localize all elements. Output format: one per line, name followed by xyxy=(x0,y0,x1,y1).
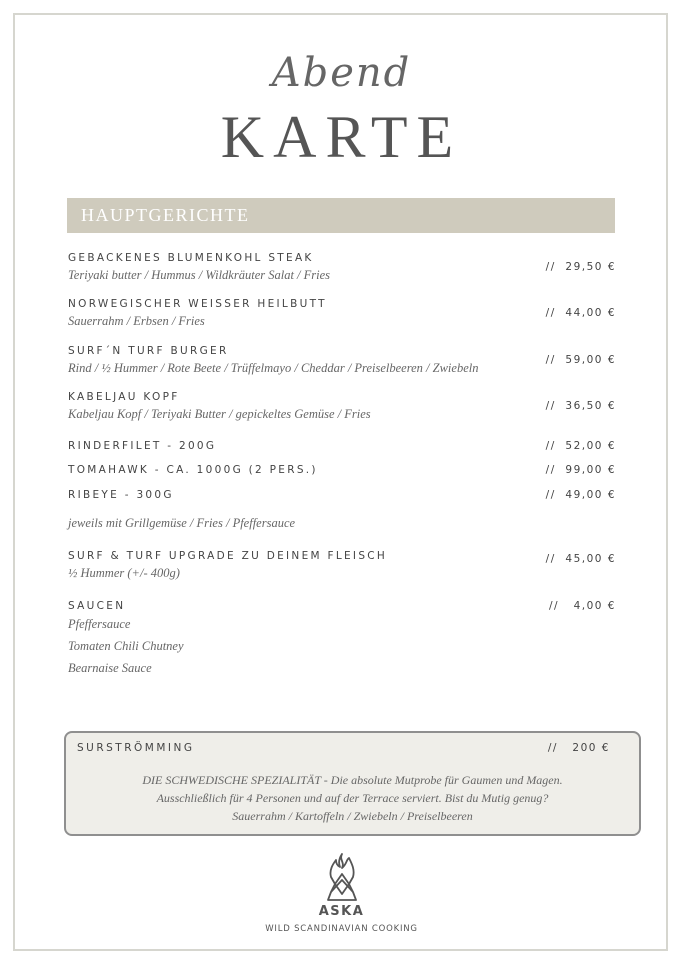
special-line: Ausschließlich für 4 Personen und auf der Terrace serviert. Bist du Mutig genug? xyxy=(156,791,549,805)
menu-item-price: // 29,50 € xyxy=(545,261,616,273)
page-title: KARTE xyxy=(220,104,463,170)
section-title: HAUPTGERICHTE xyxy=(81,205,250,225)
brand-tagline: WILD SCANDINAVIAN COOKING xyxy=(265,924,418,934)
menu-item-description: Kabeljau Kopf / Teriyaki Butter / gepickeltes Gemüse / Fries xyxy=(68,407,371,421)
menu-item-name: NORWEGISCHER WEISSER HEILBUTT xyxy=(68,298,327,310)
menu-item xyxy=(68,600,616,612)
menu-item-name: RINDERFILET - 200G xyxy=(68,440,217,452)
special-line: DIE SCHWEDISCHE SPEZIALITÄT - Die absolute Mutprobe für Gaumen und Magen. xyxy=(142,773,563,787)
menu-item-price: // 36,50 € xyxy=(545,400,616,412)
menu-item-price: // 4,00 € xyxy=(549,600,616,612)
menu-item-price: // 99,00 € xyxy=(545,464,616,476)
brand-name: ASKA xyxy=(318,904,365,919)
menu-item-price: // 52,00 € xyxy=(545,440,616,452)
special-box xyxy=(64,731,641,836)
menu-item xyxy=(68,440,616,452)
section-header xyxy=(67,198,615,233)
menu-item-name: SAUCEN xyxy=(68,600,126,612)
special-description xyxy=(66,771,639,825)
special-name: SURSTRÖMMING xyxy=(77,742,195,754)
menu-item-price: // 49,00 € xyxy=(545,489,616,501)
menu-item-price: // 44,00 € xyxy=(545,307,616,319)
steak-note: jeweils mit Grillgemüse / Fries / Pfeffersauce xyxy=(68,516,296,530)
menu-item-name: GEBACKENES BLUMENKOHL STEAK xyxy=(68,252,314,264)
menu-item-price: // 59,00 € xyxy=(545,354,616,366)
sauce-item: Pfeffersauce xyxy=(68,617,131,631)
menu-item xyxy=(68,489,616,501)
menu-item-name: TOMAHAWK - CA. 1000G (2 PERS.) xyxy=(68,464,318,476)
flame-icon xyxy=(325,852,359,902)
menu-item-name: SURF´N TURF BURGER xyxy=(68,345,229,357)
menu-item xyxy=(68,345,616,376)
sauce-item: Tomaten Chili Chutney xyxy=(68,639,184,653)
script-title: Abend xyxy=(271,50,412,96)
menu-item xyxy=(68,252,616,283)
menu-item-description: ½ Hummer (+/- 400g) xyxy=(68,566,180,580)
menu-item-name: KABELJAU KOPF xyxy=(68,391,180,403)
menu-item xyxy=(68,464,616,476)
menu-item xyxy=(68,391,616,422)
special-price: // 200 € xyxy=(547,742,610,754)
menu-item-description: Teriyaki butter / Hummus / Wildkräuter Salat / Fries xyxy=(68,268,331,282)
menu-item-name: RIBEYE - 300G xyxy=(68,489,174,501)
menu-item xyxy=(68,550,616,581)
menu-item xyxy=(68,298,616,329)
menu-item-name: SURF & TURF UPGRADE ZU DEINEM FLEISCH xyxy=(68,550,388,562)
aska-logo xyxy=(0,852,683,902)
menu-item-description: Rind / ½ Hummer / Rote Beete / Trüffelmayo / Cheddar / Preiselbeeren / Zwiebeln xyxy=(68,361,479,375)
menu-item-description: Sauerrahm / Erbsen / Fries xyxy=(68,314,205,328)
menu-item-price: // 45,00 € xyxy=(545,553,616,565)
sauce-item: Bearnaise Sauce xyxy=(68,661,152,675)
special-line: Sauerrahm / Kartoffeln / Zwiebeln / Preiselbeeren xyxy=(232,809,473,823)
